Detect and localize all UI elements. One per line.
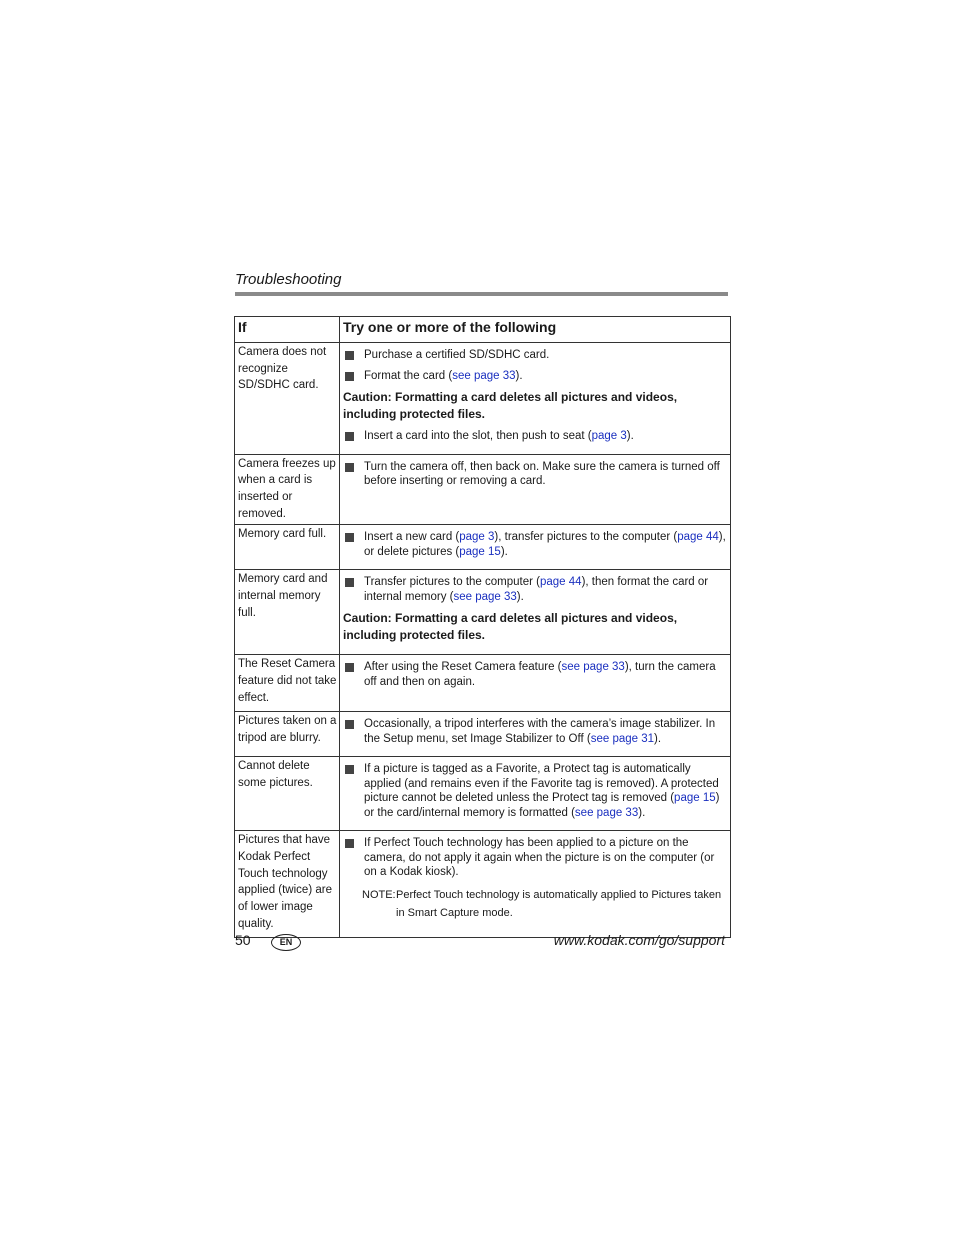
text-run: Occasionally, a tripod interferes with the camera’s image stabilizer. In the Setup menu, set Image Stabilizer to Off (	[364, 718, 716, 745]
condition-cell: Camera does not recognize SD/SDHC card.	[235, 343, 340, 455]
column-header-if: If	[235, 317, 340, 343]
square-bullet-icon	[345, 533, 354, 542]
caution-text: Caution: Formatting a card deletes all pictures and videos, including protected files.	[343, 611, 678, 643]
text-run: ).	[516, 590, 524, 603]
column-header-try: Try one or more of the following	[340, 317, 731, 343]
text-run: ), or delete pictures (	[364, 531, 726, 558]
page-reference-link[interactable]: see page 33	[561, 661, 625, 674]
text-run: If a picture is tagged as a Favorite, a Protect tag is automatically applied (and remains even if the Favorite tag is removed). A protected picture cannot be deleted unless the Protect tag is removed (	[364, 763, 719, 805]
bullet-text	[364, 660, 726, 689]
solution-cell	[340, 343, 731, 455]
square-bullet-icon	[345, 578, 354, 587]
bullet-text	[364, 348, 726, 363]
bullet-text	[364, 530, 726, 559]
page-reference-link[interactable]: page 3	[591, 430, 627, 442]
solution-cell	[340, 831, 731, 938]
bullet-item	[343, 429, 726, 444]
bullet-text	[364, 369, 726, 384]
support-url[interactable]: www.kodak.com/go/support	[553, 932, 725, 948]
condition-cell: Pictures that have Kodak Perfect Touch technology applied (twice) are of lower image quality.	[235, 831, 340, 938]
solution-cell	[340, 525, 731, 570]
square-bullet-icon	[345, 372, 354, 381]
condition-cell: Pictures taken on a tripod are blurry.	[235, 712, 340, 757]
text-run: Turn the camera off, then back on. Make sure the camera is turned off before inserting or removing a card.	[364, 460, 720, 487]
solution-cell	[340, 712, 731, 757]
header-rule	[235, 292, 728, 296]
square-bullet-icon	[345, 765, 354, 774]
page-number: 50	[235, 932, 251, 948]
page-reference-link[interactable]: see page 31	[590, 732, 655, 745]
table-row	[235, 831, 731, 938]
table-header-row	[235, 317, 731, 343]
page-reference-link[interactable]: see page 33	[452, 369, 516, 382]
text-run: ), transfer pictures to the computer (	[494, 531, 678, 544]
bullet-item	[343, 348, 726, 363]
bullet-text	[364, 429, 726, 444]
note-label: NOTE:	[362, 888, 396, 901]
bullet-item	[343, 762, 726, 820]
solution-cell	[340, 570, 731, 655]
table-row	[235, 343, 731, 455]
bullet-text	[364, 460, 726, 489]
page-reference-link[interactable]: page 44	[539, 576, 582, 589]
bullet-text	[364, 575, 726, 604]
text-run: ).	[638, 806, 646, 819]
table-row	[235, 712, 731, 757]
text-run: Transfer pictures to the computer (	[364, 576, 540, 589]
table-row	[235, 655, 731, 712]
text-run: Insert a card into the slot, then push to seat (	[364, 430, 592, 442]
bullet-item	[343, 369, 726, 384]
solution-cell	[340, 655, 731, 712]
table-row	[235, 525, 731, 570]
bullet-text	[364, 836, 726, 880]
text-run: ) or the card/internal memory is formatted (	[364, 792, 720, 819]
note	[362, 886, 726, 922]
bullet-item	[343, 717, 726, 746]
square-bullet-icon	[345, 351, 354, 360]
bullet-text	[364, 762, 726, 820]
solution-cell	[340, 454, 731, 525]
text-run: Insert a new card (	[364, 531, 460, 544]
condition-cell: Cannot delete some pictures.	[235, 757, 340, 831]
caution-text: Caution: Formatting a card deletes all pictures and videos, including protected files.	[343, 390, 678, 421]
condition-cell: The Reset Camera feature did not take effect.	[235, 655, 340, 712]
page-reference-link[interactable]: see page 33	[453, 590, 517, 603]
page-reference-link[interactable]: page 15	[674, 792, 716, 805]
table-row	[235, 454, 731, 525]
bullet-item	[343, 575, 726, 604]
text-run: ).	[500, 545, 508, 558]
page-reference-link[interactable]: page 15	[459, 545, 501, 558]
condition-cell: Camera freezes up when a card is inserted or removed.	[235, 454, 340, 525]
condition-cell: Memory card full.	[235, 525, 340, 570]
text-run: Purchase a certified SD/SDHC card.	[364, 349, 550, 361]
text-run: Format the card (	[364, 369, 453, 382]
page-reference-link[interactable]: page 44	[677, 531, 719, 544]
note-text: Perfect Touch technology is automatically applied to Pictures taken in Smart Capture mode.	[396, 888, 722, 919]
text-run: ), then format the card or internal memory (	[364, 576, 709, 603]
language-badge: EN	[271, 934, 301, 951]
section-title: Troubleshooting	[235, 271, 342, 288]
bullet-text	[364, 717, 726, 746]
square-bullet-icon	[345, 720, 354, 729]
text-run: ).	[515, 369, 523, 382]
text-run: ).	[654, 732, 662, 745]
text-run: If Perfect Touch technology has been applied to a picture on the camera, do not apply it again when the picture is on the computer (or on a Kodak kiosk).	[364, 837, 715, 879]
bullet-item	[343, 460, 726, 489]
bullet-item	[343, 530, 726, 559]
square-bullet-icon	[345, 463, 354, 472]
troubleshooting-table	[234, 316, 731, 938]
bullet-item	[343, 836, 726, 880]
page-reference-link[interactable]: see page 33	[574, 806, 639, 819]
text-run: After using the Reset Camera feature (	[364, 661, 562, 674]
condition-cell: Memory card and internal memory full.	[235, 570, 340, 655]
table-row	[235, 757, 731, 831]
table-row	[235, 570, 731, 655]
bullet-item	[343, 660, 726, 689]
table-body	[235, 343, 731, 938]
page-reference-link[interactable]: page 3	[459, 531, 495, 544]
text-run: ).	[626, 430, 634, 442]
square-bullet-icon	[345, 432, 354, 441]
solution-cell	[340, 757, 731, 831]
text-run: ), turn the camera off and then on again.	[364, 661, 716, 688]
square-bullet-icon	[345, 839, 354, 848]
square-bullet-icon	[345, 663, 354, 672]
